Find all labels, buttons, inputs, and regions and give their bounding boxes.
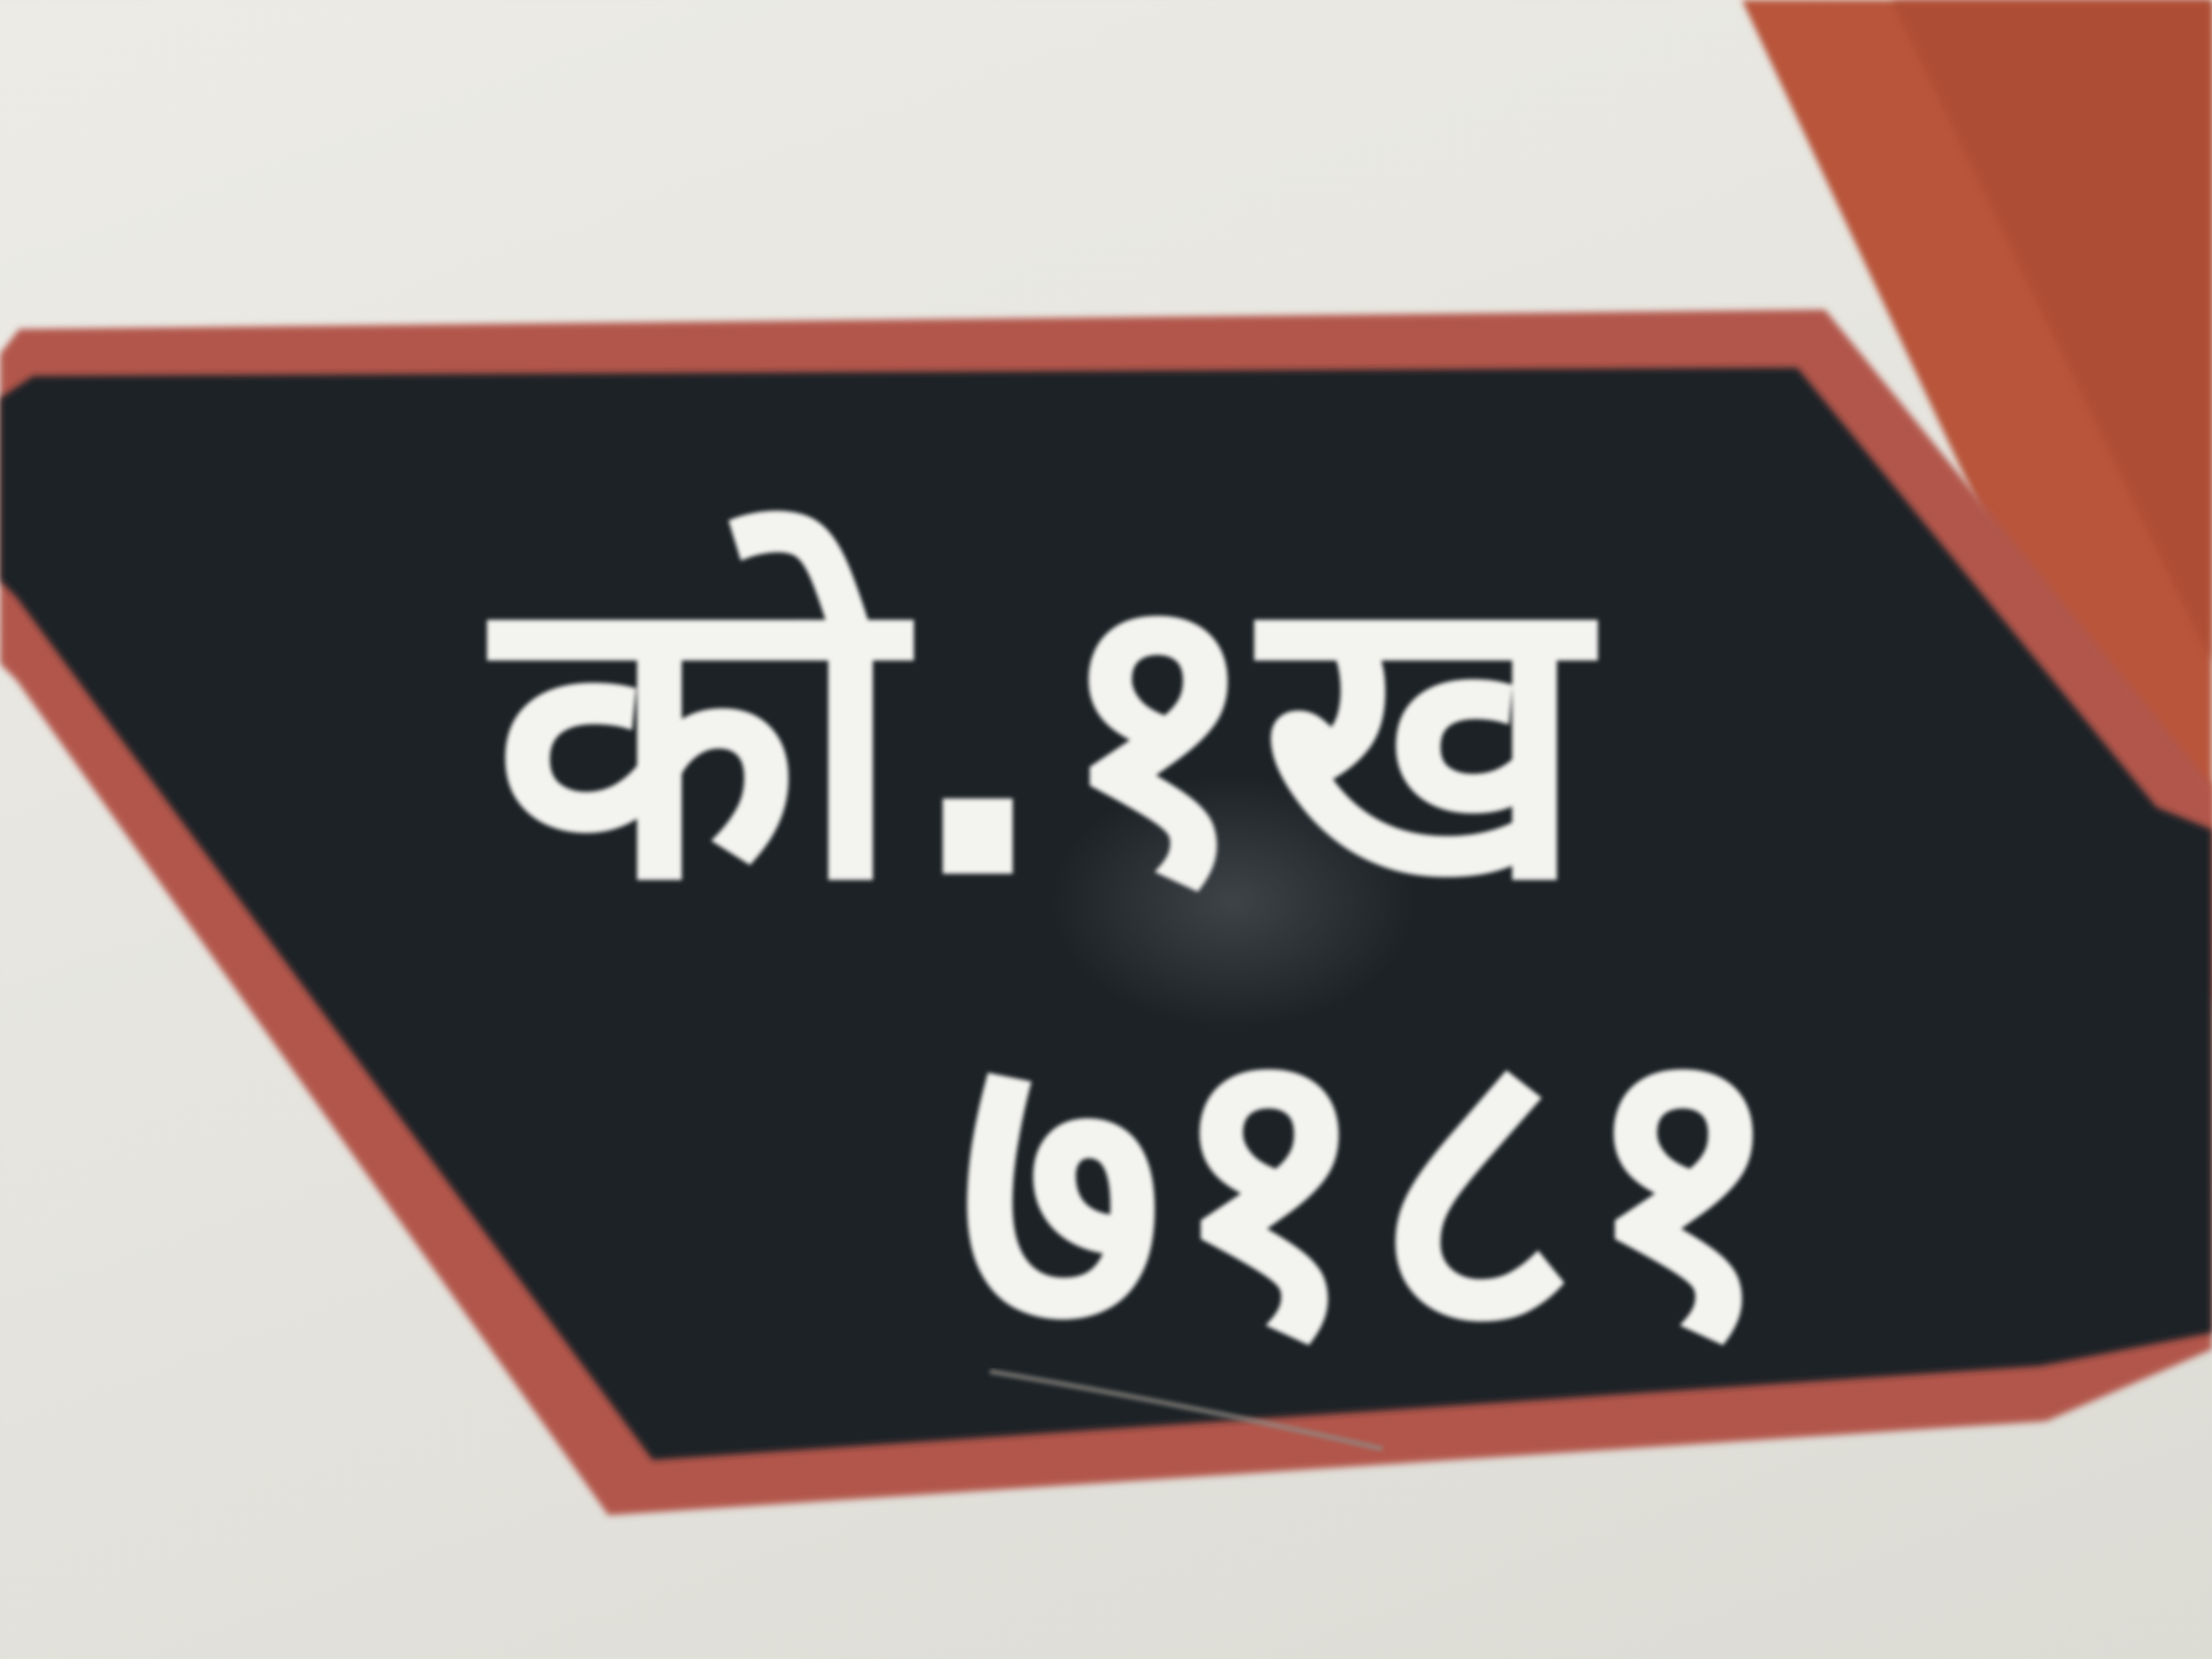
plate-line-1: को.१ख [493, 504, 1587, 968]
plate-line-2: ७१८१ [957, 958, 1786, 1421]
